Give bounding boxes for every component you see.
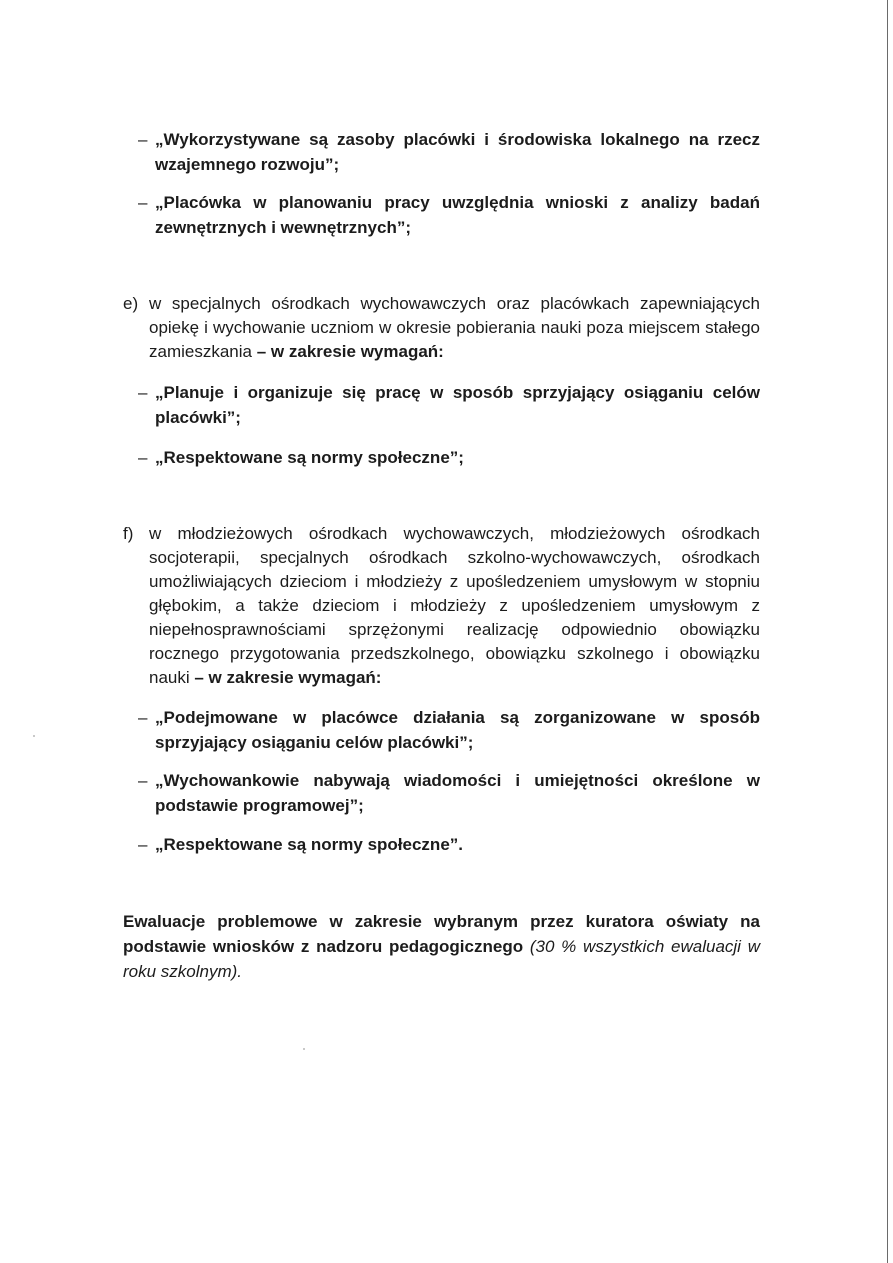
section-e-item-2-text: „Respektowane są normy społeczne”; xyxy=(155,448,464,467)
section-f-text: w młodzieżowych ośrodkach wychowawczych, młodzieżowych ośrodkach socjoterapii, specjalnych ośrodkach szkolno-wychowawczych, ośrodkach umożliwiających dzieciom i młodzieży z upośledzeniem umysłowym w stopniu głębokim, a także dzieciom i młodzieży z upośledzeniem umysłowym z niepełnosprawnościami sprzężonymi realizację odpowiednio obowiązku rocznego przygotowania przedszkolnego, obowiązku szkolnego i obowiązku nauki xyxy=(149,524,760,687)
dash-marker: – xyxy=(138,708,148,727)
section-f-item-2-text: „Wychowankowie nabywają wiadomości i umiejętności określone w podstawie programowej”; xyxy=(155,771,760,815)
section-e-item-1-text: „Planuje i organizuje się pracę w sposób sprzyjający osiąganiu celów placówki”; xyxy=(155,383,760,427)
dash-marker: – xyxy=(138,771,148,790)
section-d-item-1-text: „Wykorzystywane są zasoby placówki i środowiska lokalnego na rzecz wzajemnego rozwoju”; xyxy=(155,130,760,174)
scan-speck xyxy=(303,1048,305,1050)
dash-marker: – xyxy=(138,193,148,212)
section-f-letter: f) xyxy=(123,524,134,543)
section-f-item-3-text: „Respektowane są normy społeczne”. xyxy=(155,835,463,854)
section-f-item-3 xyxy=(138,832,760,857)
section-f-item-2 xyxy=(138,768,760,818)
section-f xyxy=(123,522,760,690)
dash-marker: – xyxy=(138,383,148,402)
section-d-item-2 xyxy=(138,190,760,240)
scan-page-edge xyxy=(887,0,888,1263)
dash-marker: – xyxy=(138,448,148,467)
section-e-item-1 xyxy=(138,380,760,430)
section-d-item-2-text: „Placówka w planowaniu pracy uwzględnia wnioski z analizy badań zewnętrznych i wewnętrznych”; xyxy=(155,193,760,237)
dash-marker: – xyxy=(138,835,148,854)
section-d-item-1 xyxy=(138,127,760,177)
section-e-body xyxy=(123,292,760,364)
closing-italic-text: (30 % wszystkich ewaluacji w roku szkolnym). xyxy=(123,937,760,981)
scan-speck xyxy=(33,735,35,737)
closing-paragraph xyxy=(123,909,760,984)
section-f-item-1-text: „Podejmowane w placówce działania są zorganizowane w sposób sprzyjający osiąganiu celów placówki”; xyxy=(155,708,760,752)
dash-marker: – xyxy=(138,130,148,149)
section-e-letter: e) xyxy=(123,294,139,313)
section-f-body xyxy=(123,522,760,690)
section-e-item-2 xyxy=(138,445,760,470)
section-f-lead: – w zakresie wymagań: xyxy=(194,668,382,687)
section-e-text: w specjalnych ośrodkach wychowawczych oraz placówkach zapewniających opiekę i wychowanie uczniom w okresie pobierania nauki poza miejscem stałego zamieszkania xyxy=(149,294,760,361)
section-e xyxy=(123,292,760,364)
section-e-lead: – w zakresie wymagań: xyxy=(256,342,444,361)
section-f-item-1 xyxy=(138,705,760,755)
closing-bold-text: Ewaluacje problemowe w zakresie wybranym przez kuratora oświaty na podstawie wniosków z nadzoru pedagogicznego xyxy=(123,912,760,956)
